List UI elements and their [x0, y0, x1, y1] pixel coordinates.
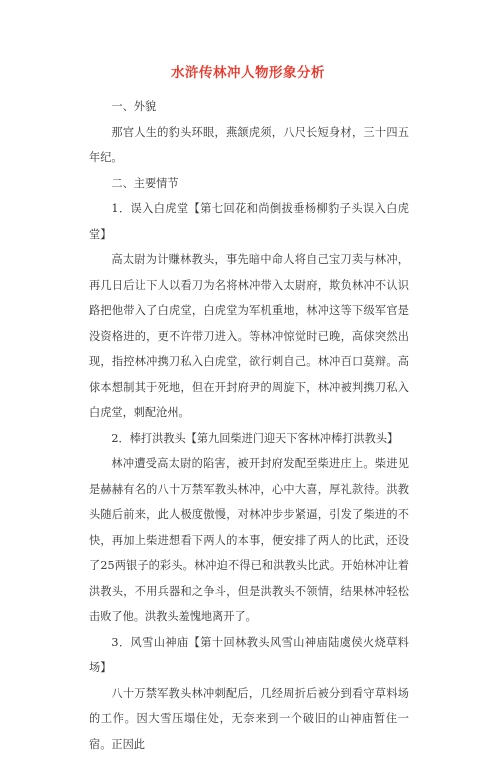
- section-heading-appearance: 一、外貌: [89, 94, 409, 120]
- paragraph-fight-hong: 林冲遭受高太尉的陷害，被开封府发配至柴进庄上。柴进见是赫赫有名的八十万禁军教头林冲，心中大喜，厚礼款待。洪教头随后前来，此人极度傲慢，对林冲步步紧逼，引发了柴进的不快，再加上柴进想看下两人的本事，便安排了两人的比武，还设了25两银子的彩头。林冲迫不得已和洪教头比武。开始林冲让着洪教头，不用兵器和之争斗，但是洪教头不领情，结果林冲轻松击败了他。洪教头羞愧地离开了。: [89, 451, 409, 630]
- document-title: 水浒传林冲人物形象分析: [0, 64, 496, 82]
- subheading-white-tiger-hall: 1．误入白虎堂【第七回花和尚倒拔垂杨柳豹子头误入白虎堂】: [89, 196, 409, 247]
- paragraph-appearance: 那官人生的豹头环眼，燕颔虎须，八尺长短身材，三十四五年纪。: [89, 120, 409, 171]
- paragraph-white-tiger-hall: 高太尉为计赚林教头，事先暗中命人将自己宝刀卖与林冲，再几日后让下人以看刀为名将林冲带入太尉府，欺负林冲不认识路把他带入了白虎堂，白虎堂为军机重地，林冲这等下级军官是没资格进的，更不许带刀进入。等林冲惊觉时已晚，高俅突然出现，指控林冲携刀私入白虎堂，欲行刺自己。林冲百口莫辩。高俅本想制其于死地，但在开封府尹的周旋下，林冲被判携刀私入白虎堂，刺配沧州。: [89, 247, 409, 426]
- section-heading-plot: 二、主要情节: [89, 171, 409, 197]
- document-body: [89, 94, 409, 757]
- subheading-snow-temple: 3．风雪山神庙【第十回林教头风雪山神庙陆虞侯火烧草料场】: [89, 630, 409, 681]
- subheading-fight-hong: 2．棒打洪教头【第九回柴进门迎天下客林冲棒打洪教头】: [89, 426, 409, 452]
- paragraph-snow-temple: 八十万禁军教头林冲刺配后，几经周折后被分到看守草料场的工作。因大雪压塌住处，无奈来到一个破旧的山神庙暂住一宿。正因此: [89, 681, 409, 757]
